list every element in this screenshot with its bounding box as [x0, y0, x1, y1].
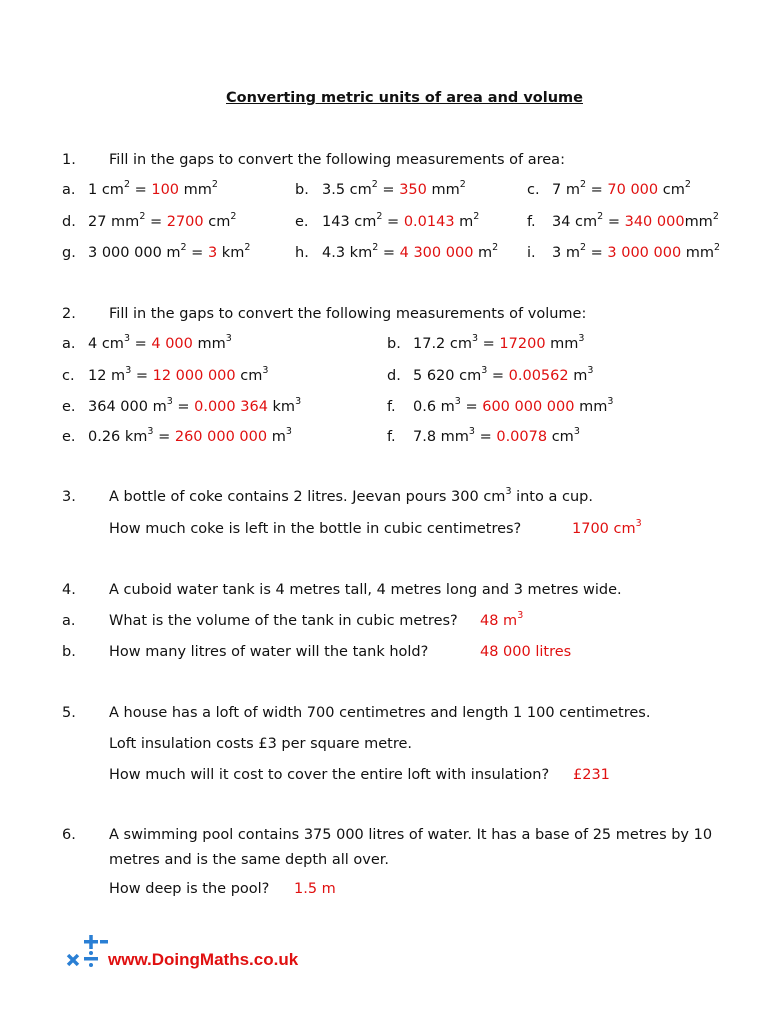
- q1-item-label: h.: [295, 245, 309, 261]
- answer-value: 0.00562: [508, 368, 569, 384]
- question-value: 364 000 m: [88, 399, 167, 415]
- q2-item-label: e.: [62, 429, 76, 445]
- answer-unit: mm: [574, 399, 608, 415]
- q5-number: 5.: [62, 705, 76, 721]
- question-value: 3 000 000 m: [88, 245, 181, 261]
- question-exponent: 3: [472, 333, 479, 345]
- answer-exponent: 2: [244, 242, 251, 254]
- q3-line1: A bottle of coke contains 2 litres. Jeevan pours 300 $cm^3$ into a cup.: [109, 486, 593, 505]
- q1-number: 1.: [62, 152, 76, 168]
- answer-exponent: 3: [587, 365, 594, 377]
- question-exponent: 2: [123, 179, 130, 191]
- question-exponent: 3: [468, 426, 475, 438]
- answer-value: 100: [151, 182, 180, 198]
- answer-exponent: 2: [684, 179, 691, 191]
- q6-line3: How deep is the pool?: [109, 881, 270, 897]
- equals-sign: =: [478, 336, 500, 352]
- equals-sign: =: [129, 336, 152, 352]
- answer-exponent: 2: [459, 179, 466, 191]
- answer-value: 4 000: [151, 336, 193, 352]
- answer-exponent: 3: [285, 426, 292, 438]
- q2-item-label: c.: [62, 368, 75, 384]
- question-value: 7 m: [552, 182, 580, 198]
- q2-item-label: e.: [62, 399, 76, 415]
- q2-item: [413, 398, 613, 416]
- website-link[interactable]: www.DoingMaths.co.uk: [108, 950, 299, 969]
- answer-unit: m: [267, 429, 286, 445]
- q1-item: [88, 181, 218, 199]
- answer-unit: mm: [681, 245, 715, 261]
- answer-unit: mm: [179, 182, 212, 198]
- answer-unit: m: [473, 245, 493, 261]
- question-value: 17.2 cm: [413, 336, 472, 352]
- question-value: 12 m: [88, 368, 126, 384]
- q1-item: [322, 244, 498, 262]
- question-exponent: 2: [579, 179, 587, 191]
- logo[interactable]: [62, 934, 299, 974]
- answer-exponent: 2: [712, 211, 719, 223]
- question-exponent: 2: [376, 211, 383, 223]
- q2-number: 2.: [62, 306, 76, 322]
- q2-item-label: b.: [387, 336, 401, 352]
- question-value: 7.8 mm: [413, 429, 469, 445]
- q1-item: [88, 213, 236, 231]
- answer-unit: m: [454, 214, 474, 230]
- math-operators-icon: [62, 934, 108, 972]
- answer-exponent: 3: [262, 365, 269, 377]
- answer-value: 0.0143: [403, 214, 455, 230]
- answer-value: 3: [207, 245, 218, 261]
- equals-sign: =: [145, 214, 167, 230]
- question-value: 4.3 km: [322, 245, 373, 261]
- question-exponent: 3: [123, 333, 130, 345]
- q4b-text: How many litres of water will the tank hold?: [109, 644, 429, 660]
- answer-value: 12 000 000: [152, 368, 236, 384]
- q3-number: 3.: [62, 489, 76, 505]
- answer-exponent: 2: [211, 179, 218, 191]
- question-exponent: 2: [371, 179, 378, 191]
- q1-item: [552, 213, 719, 231]
- question-exponent: 3: [166, 396, 173, 408]
- q4-text: A cuboid water tank is 4 metres tall, 4 metres long and 3 metres wide.: [109, 582, 622, 598]
- question-value: 27 mm: [88, 214, 140, 230]
- q2-item-label: d.: [387, 368, 401, 384]
- q1-item-label: d.: [62, 214, 76, 230]
- q5-line1: A house has a loft of width 700 centimetres and length 1 100 centimetres.: [109, 705, 651, 721]
- answer-unit: mm: [426, 182, 460, 198]
- q2-item-label: f.: [387, 399, 396, 415]
- question-exponent: 2: [180, 242, 187, 254]
- equals-sign: =: [131, 368, 153, 384]
- q2-item: [88, 428, 292, 446]
- answer-value: 2700: [166, 214, 204, 230]
- equals-sign: =: [129, 182, 152, 198]
- question-exponent: 3: [125, 365, 132, 377]
- answer-unit: mm: [545, 336, 579, 352]
- answer-exponent: 3: [573, 426, 580, 438]
- equals-sign: =: [474, 429, 497, 445]
- q2-item: [413, 367, 593, 385]
- answer-value: 17200: [499, 336, 546, 352]
- answer-unit: cm: [203, 214, 231, 230]
- answer-exponent: 2: [473, 211, 480, 223]
- question-value: 3.5 cm: [322, 182, 372, 198]
- question-value: 5 620 cm: [413, 368, 482, 384]
- answer-value: 0.0078: [496, 429, 548, 445]
- answer-value: 340 000: [624, 214, 685, 230]
- q1-item: [552, 181, 691, 199]
- q2-text: Fill in the gaps to convert the following measurements of volume:: [109, 306, 587, 322]
- q4a-label: a.: [62, 613, 76, 629]
- q4-number: 4.: [62, 582, 76, 598]
- question-value: 0.6 m: [413, 399, 455, 415]
- answer-exponent: 3: [295, 396, 302, 408]
- answer-value: 260 000 000: [174, 429, 268, 445]
- q1-item-label: b.: [295, 182, 309, 198]
- equals-sign: =: [377, 182, 400, 198]
- equals-sign: =: [186, 245, 208, 261]
- question-exponent: 2: [597, 211, 604, 223]
- q6-line2: metres and is the same depth all over.: [109, 852, 390, 868]
- equals-sign: =: [603, 214, 625, 230]
- q1-item-label: a.: [62, 182, 76, 198]
- question-exponent: 3: [147, 426, 154, 438]
- answer-unit: km: [217, 245, 245, 261]
- q3-line2: How much coke is left in the bottle in cubic centimetres?: [109, 521, 522, 537]
- answer-unit: mm: [192, 336, 226, 352]
- question-exponent: 2: [139, 211, 146, 223]
- answer-value: 0.000 364: [194, 399, 268, 415]
- q6-number: 6.: [62, 827, 76, 843]
- answer-unit: m: [568, 368, 588, 384]
- answer-exponent: 3: [225, 333, 232, 345]
- equals-sign: =: [382, 214, 404, 230]
- question-value: 3 m: [552, 245, 580, 261]
- q2-item: [413, 335, 584, 353]
- equals-sign: =: [172, 399, 195, 415]
- q5-answer: £231: [573, 767, 610, 783]
- q1-item-label: e.: [295, 214, 309, 230]
- q2-item-label: f.: [387, 429, 396, 445]
- q1-item: [322, 181, 466, 199]
- equals-sign: =: [586, 182, 608, 198]
- answer-exponent: 2: [714, 242, 721, 254]
- answer-unit: cm: [658, 182, 685, 198]
- q4a-text: What is the volume of the tank in cubic metres?: [109, 613, 458, 629]
- answer-exponent: 2: [492, 242, 499, 254]
- answer-value: 3 000 000: [607, 245, 682, 261]
- q6-answer: 1.5 m: [294, 881, 336, 897]
- q1-item-label: f.: [527, 214, 536, 230]
- answer-value: 4 300 000: [399, 245, 474, 261]
- question-value: 0.26 km: [88, 429, 148, 445]
- q5-line3: How much will it cost to cover the entire loft with insulation?: [109, 767, 550, 783]
- answer-unit: cm: [547, 429, 574, 445]
- question-value: 4 cm: [88, 336, 124, 352]
- q1-item: [88, 244, 250, 262]
- equals-sign: =: [460, 399, 483, 415]
- q1-text: Fill in the gaps to convert the following measurements of area:: [109, 152, 565, 168]
- q1-item-label: g.: [62, 245, 76, 261]
- q2-item: [413, 428, 580, 446]
- q4a-answer: 48 $m^3$: [480, 610, 524, 629]
- q2-item: [88, 367, 268, 385]
- question-value: 34 cm: [552, 214, 598, 230]
- q4b-label: b.: [62, 644, 76, 660]
- answer-exponent: 3: [607, 396, 614, 408]
- q1-item-label: c.: [527, 182, 540, 198]
- answer-value: 70 000: [607, 182, 659, 198]
- question-exponent: 3: [481, 365, 488, 377]
- q6-line1: A swimming pool contains 375 000 litres of water. It has a base of 25 metres by 10: [109, 827, 713, 843]
- equals-sign: =: [487, 368, 509, 384]
- q2-item: [88, 335, 232, 353]
- equals-sign: =: [378, 245, 400, 261]
- q1-item: [322, 213, 479, 231]
- page-title: Converting metric units of area and volume: [226, 90, 583, 106]
- question-value: 143 cm: [322, 214, 377, 230]
- question-exponent: 2: [372, 242, 379, 254]
- q5-line2: Loft insulation costs £3 per square metre.: [109, 736, 413, 752]
- equals-sign: =: [586, 245, 608, 261]
- q2-item: [88, 398, 301, 416]
- q1-item: [552, 244, 720, 262]
- q3-answer: 1700 $cm^3$: [572, 518, 642, 537]
- q1-item-label: i.: [527, 245, 536, 261]
- q2-item-label: a.: [62, 336, 76, 352]
- question-exponent: 3: [454, 396, 461, 408]
- equals-sign: =: [153, 429, 175, 445]
- q4b-answer: 48 000 litres: [480, 644, 572, 660]
- question-exponent: 2: [579, 242, 587, 254]
- answer-value: 350: [399, 182, 427, 198]
- answer-exponent: 3: [578, 333, 585, 345]
- answer-unit: km: [267, 399, 296, 415]
- answer-unit: mm: [684, 214, 713, 230]
- answer-exponent: 2: [230, 211, 237, 223]
- question-value: 1 cm: [88, 182, 124, 198]
- answer-value: 600 000 000: [482, 399, 575, 415]
- answer-unit: cm: [235, 368, 263, 384]
